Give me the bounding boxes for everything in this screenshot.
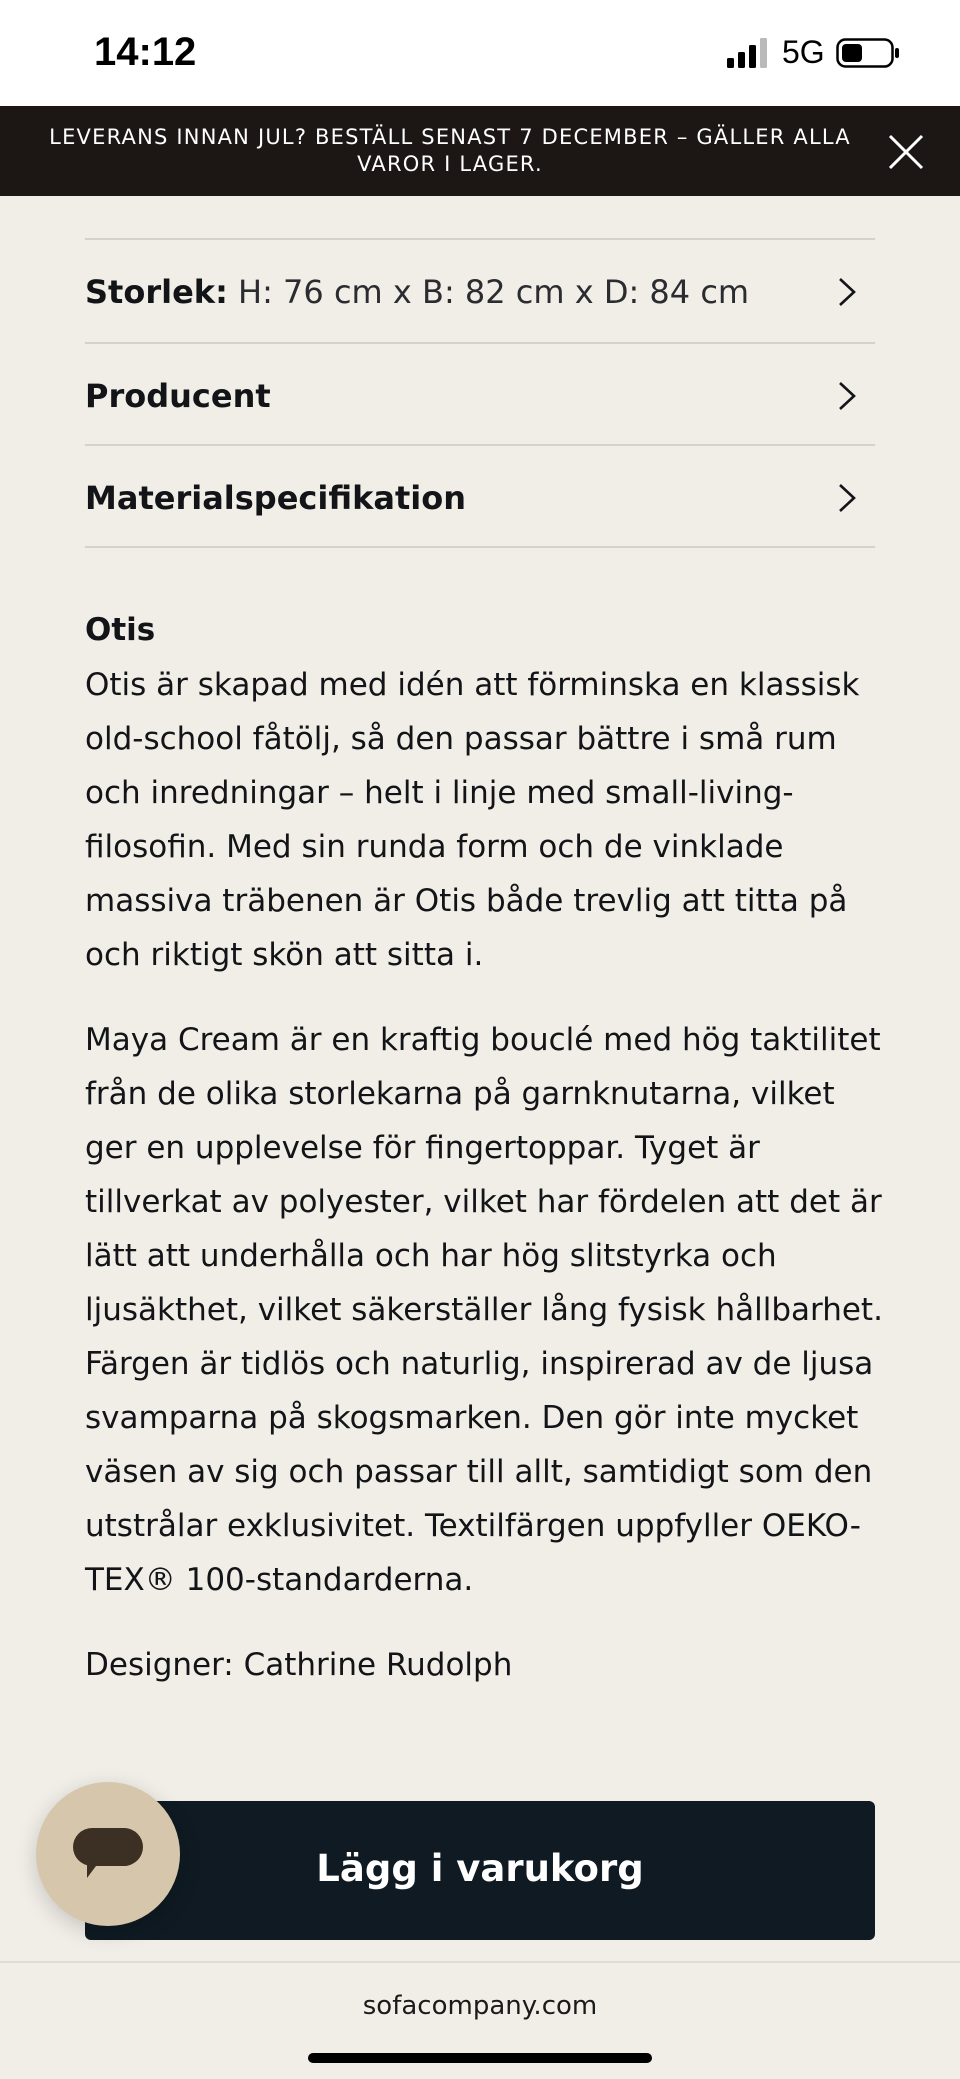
divider [85, 546, 875, 548]
battery-icon [836, 38, 900, 68]
producer-row[interactable] [85, 344, 875, 444]
fabric-description-paragraph: Maya Cream är en kraftig bouclé med hög taktilitet från de olika storlekarna på garnknutarna, vilket ger en upplevelse för fingertoppar. Tyget är tillverkat av polyester, vilket har fördelen att det är lätt att underhålla och har hög slitstyrka och ljusäkthet, vilket säkerställer lång fysisk hållbarhet. Färgen är tidlös och naturlig, inspirerad av de ljusa svamparna på skogsmarken. Den gör inte mycket väsen av sig och passar till allt, samtidigt som den utstrålar exklusivitet. Textilfärgen uppfyller OEKO-TEX® 100-standarderna. [85, 1022, 883, 1598]
material-label: Materialspecifikation [85, 479, 466, 517]
status-bar [0, 0, 960, 106]
chevron-right-icon [837, 380, 857, 412]
size-row[interactable] [85, 240, 875, 340]
browser-url[interactable]: sofacompany.com [362, 1991, 598, 2021]
close-icon[interactable] [886, 132, 926, 172]
add-to-cart-label: Lägg i varukorg [316, 1847, 644, 1890]
designer-credit: Designer: Cathrine Rudolph [85, 1647, 513, 1683]
product-description-paragraph: Otis är skapad med idén att förminska en klassisk old-school fåtölj, så den passar bättre i små rum och inredningar – helt i linje med small-living-filosofin. Med sin runda form och de vinklade massiva träbenen är Otis både trevlig att titta på och riktigt skön att sitta i. [85, 667, 860, 973]
size-label: Storlek: [85, 273, 228, 311]
promo-banner [0, 106, 960, 196]
chat-button[interactable] [36, 1782, 180, 1926]
home-indicator[interactable] [308, 2053, 652, 2063]
cellular-signal-icon [727, 38, 771, 68]
promo-banner-text: LEVERANS INNAN JUL? BESTÄLL SENAST 7 DECEMBER – GÄLLER ALLA VAROR I LAGER. [49, 125, 851, 176]
size-value: H: 76 cm x B: 82 cm x D: 84 cm [227, 273, 750, 311]
material-row[interactable] [85, 446, 875, 546]
chevron-right-icon [837, 276, 857, 308]
product-description-title: Otis [85, 612, 156, 648]
status-time: 14:12 [94, 30, 197, 74]
add-to-cart-button[interactable] [85, 1801, 875, 1940]
chat-bubble-icon [73, 1828, 143, 1884]
chevron-right-icon [837, 482, 857, 514]
browser-address-bar[interactable] [0, 1961, 960, 2079]
network-type: 5G [782, 34, 825, 70]
producer-label: Producent [85, 377, 271, 415]
